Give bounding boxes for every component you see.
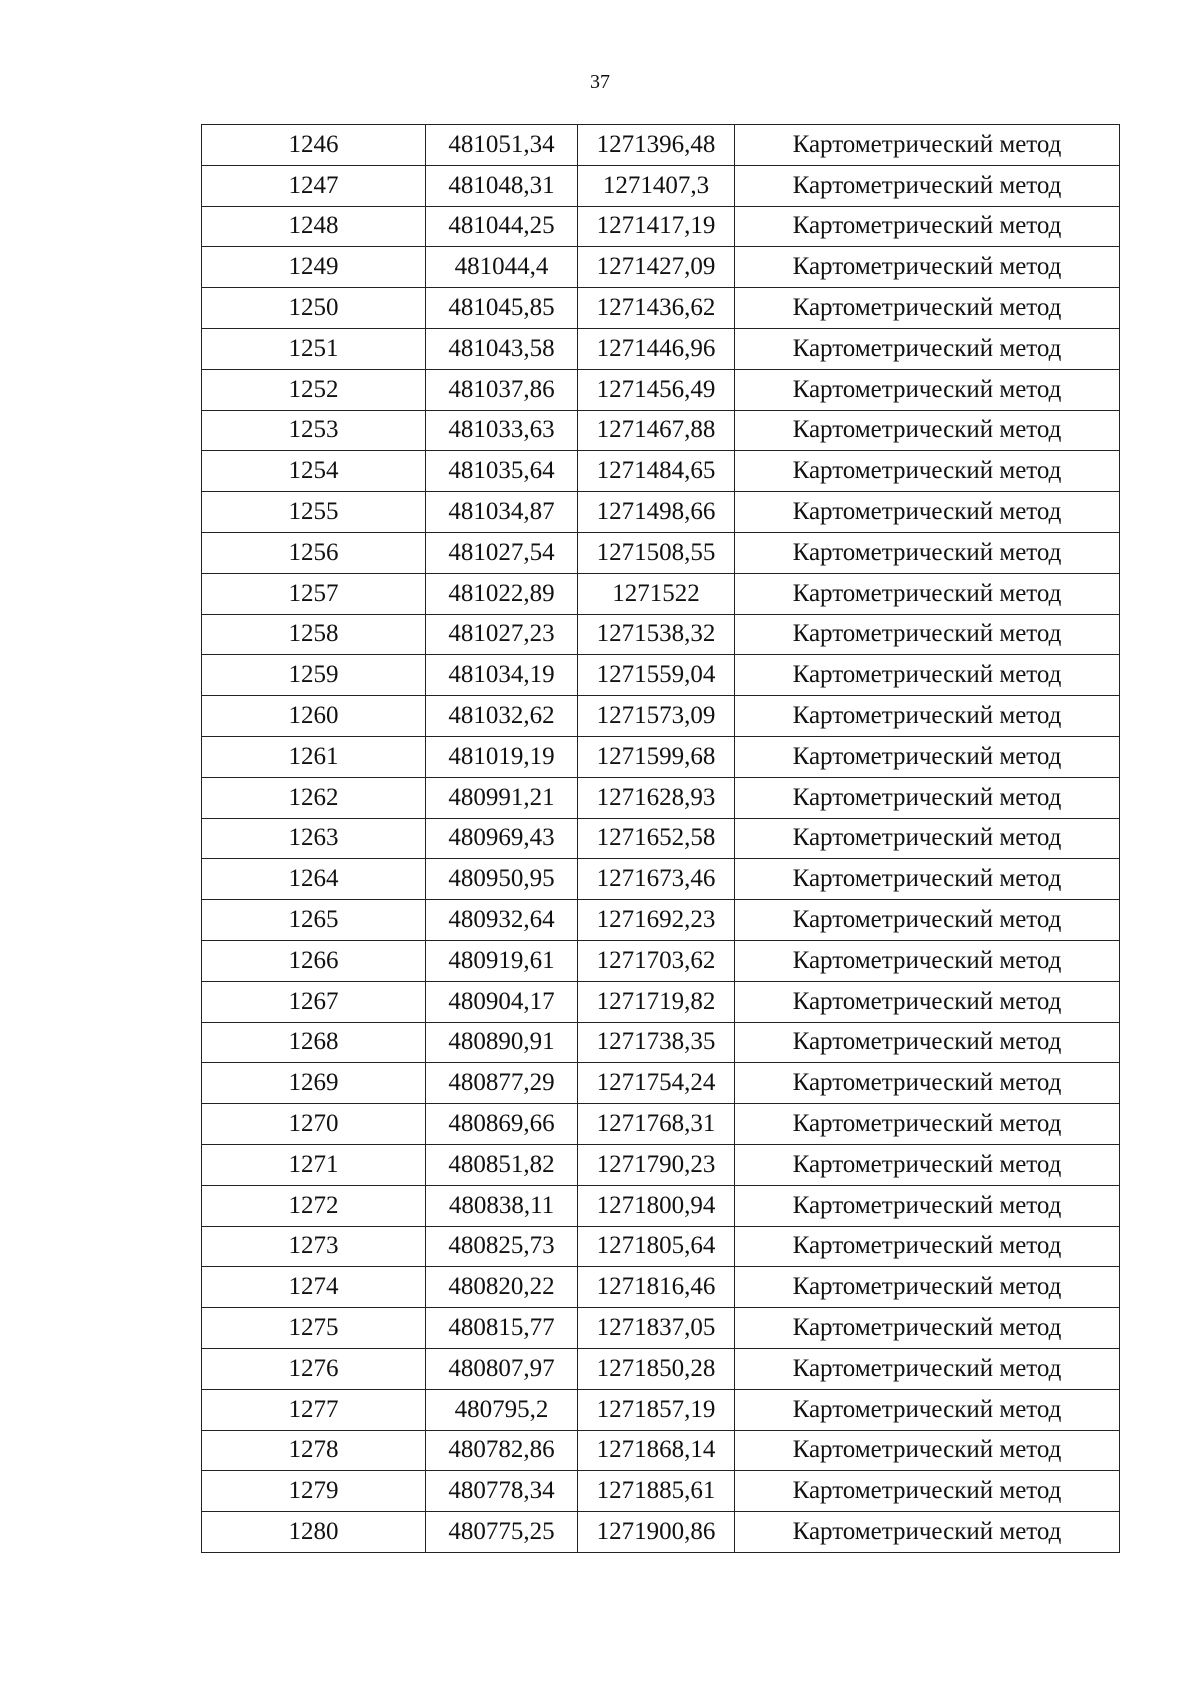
method-cell: Картометрический метод: [735, 981, 1120, 1022]
table-row: [202, 736, 1120, 777]
point-number-cell: 1265: [202, 900, 426, 941]
method-cell: Картометрический метод: [735, 655, 1120, 696]
y-coordinate-cell: 1271446,96: [578, 328, 735, 369]
table-row: [202, 492, 1120, 533]
table-row: [202, 1471, 1120, 1512]
coordinates-table-body: [202, 125, 1120, 1553]
x-coordinate-cell: 480851,82: [426, 1144, 578, 1185]
y-coordinate-cell: 1271719,82: [578, 981, 735, 1022]
method-cell: Картометрический метод: [735, 1471, 1120, 1512]
y-coordinate-cell: 1271837,05: [578, 1308, 735, 1349]
x-coordinate-cell: 480775,25: [426, 1512, 578, 1553]
method-cell: Картометрический метод: [735, 777, 1120, 818]
table-row: [202, 1022, 1120, 1063]
y-coordinate-cell: 1271800,94: [578, 1185, 735, 1226]
method-cell: Картометрический метод: [735, 1104, 1120, 1145]
method-cell: Картометрический метод: [735, 859, 1120, 900]
y-coordinate-cell: 1271467,88: [578, 410, 735, 451]
y-coordinate-cell: 1271805,64: [578, 1226, 735, 1267]
method-cell: Картометрический метод: [735, 1389, 1120, 1430]
point-number-cell: 1268: [202, 1022, 426, 1063]
y-coordinate-cell: 1271498,66: [578, 492, 735, 533]
table-row: [202, 859, 1120, 900]
method-cell: Картометрический метод: [735, 288, 1120, 329]
point-number-cell: 1252: [202, 369, 426, 410]
point-number-cell: 1273: [202, 1226, 426, 1267]
y-coordinate-cell: 1271673,46: [578, 859, 735, 900]
x-coordinate-cell: 481027,23: [426, 614, 578, 655]
table-row: [202, 696, 1120, 737]
method-cell: Картометрический метод: [735, 328, 1120, 369]
method-cell: Картометрический метод: [735, 165, 1120, 206]
point-number-cell: 1257: [202, 573, 426, 614]
table-row: [202, 1144, 1120, 1185]
method-cell: Картометрический метод: [735, 614, 1120, 655]
table-row: [202, 165, 1120, 206]
method-cell: Картометрический метод: [735, 1512, 1120, 1553]
y-coordinate-cell: 1271850,28: [578, 1348, 735, 1389]
y-coordinate-cell: 1271407,3: [578, 165, 735, 206]
method-cell: Картометрический метод: [735, 1430, 1120, 1471]
table-row: [202, 940, 1120, 981]
x-coordinate-cell: 481048,31: [426, 165, 578, 206]
point-number-cell: 1271: [202, 1144, 426, 1185]
y-coordinate-cell: 1271484,65: [578, 451, 735, 492]
table-row: [202, 532, 1120, 573]
point-number-cell: 1254: [202, 451, 426, 492]
method-cell: Картометрический метод: [735, 1267, 1120, 1308]
method-cell: Картометрический метод: [735, 492, 1120, 533]
table-row: [202, 777, 1120, 818]
point-number-cell: 1276: [202, 1348, 426, 1389]
method-cell: Картометрический метод: [735, 1144, 1120, 1185]
table-row: [202, 288, 1120, 329]
point-number-cell: 1255: [202, 492, 426, 533]
method-cell: Картометрический метод: [735, 1226, 1120, 1267]
point-number-cell: 1278: [202, 1430, 426, 1471]
table-row: [202, 818, 1120, 859]
point-number-cell: 1264: [202, 859, 426, 900]
y-coordinate-cell: 1271857,19: [578, 1389, 735, 1430]
y-coordinate-cell: 1271508,55: [578, 532, 735, 573]
point-number-cell: 1266: [202, 940, 426, 981]
x-coordinate-cell: 481027,54: [426, 532, 578, 573]
table-row: [202, 614, 1120, 655]
point-number-cell: 1275: [202, 1308, 426, 1349]
table-row: [202, 1389, 1120, 1430]
x-coordinate-cell: 481051,34: [426, 125, 578, 166]
y-coordinate-cell: 1271738,35: [578, 1022, 735, 1063]
table-row: [202, 328, 1120, 369]
y-coordinate-cell: 1271868,14: [578, 1430, 735, 1471]
x-coordinate-cell: 480950,95: [426, 859, 578, 900]
method-cell: Картометрический метод: [735, 125, 1120, 166]
x-coordinate-cell: 480991,21: [426, 777, 578, 818]
point-number-cell: 1246: [202, 125, 426, 166]
table-row: [202, 1348, 1120, 1389]
y-coordinate-cell: 1271599,68: [578, 736, 735, 777]
y-coordinate-cell: 1271692,23: [578, 900, 735, 941]
point-number-cell: 1253: [202, 410, 426, 451]
table-row: [202, 247, 1120, 288]
point-number-cell: 1259: [202, 655, 426, 696]
x-coordinate-cell: 480778,34: [426, 1471, 578, 1512]
point-number-cell: 1248: [202, 206, 426, 247]
method-cell: Картометрический метод: [735, 369, 1120, 410]
y-coordinate-cell: 1271573,09: [578, 696, 735, 737]
table-row: [202, 206, 1120, 247]
point-number-cell: 1269: [202, 1063, 426, 1104]
x-coordinate-cell: 481045,85: [426, 288, 578, 329]
method-cell: Картометрический метод: [735, 247, 1120, 288]
x-coordinate-cell: 480932,64: [426, 900, 578, 941]
y-coordinate-cell: 1271538,32: [578, 614, 735, 655]
point-number-cell: 1256: [202, 532, 426, 573]
point-number-cell: 1277: [202, 1389, 426, 1430]
method-cell: Картометрический метод: [735, 1348, 1120, 1389]
x-coordinate-cell: 480919,61: [426, 940, 578, 981]
method-cell: Картометрический метод: [735, 900, 1120, 941]
table-row: [202, 1226, 1120, 1267]
x-coordinate-cell: 480969,43: [426, 818, 578, 859]
table-row: [202, 1267, 1120, 1308]
point-number-cell: 1261: [202, 736, 426, 777]
table-row: [202, 1430, 1120, 1471]
table-row: [202, 125, 1120, 166]
y-coordinate-cell: 1271885,61: [578, 1471, 735, 1512]
table-row: [202, 981, 1120, 1022]
y-coordinate-cell: 1271652,58: [578, 818, 735, 859]
x-coordinate-cell: 480838,11: [426, 1185, 578, 1226]
x-coordinate-cell: 480815,77: [426, 1308, 578, 1349]
y-coordinate-cell: 1271396,48: [578, 125, 735, 166]
method-cell: Картометрический метод: [735, 736, 1120, 777]
y-coordinate-cell: 1271436,62: [578, 288, 735, 329]
y-coordinate-cell: 1271522: [578, 573, 735, 614]
x-coordinate-cell: 480869,66: [426, 1104, 578, 1145]
method-cell: Картометрический метод: [735, 1308, 1120, 1349]
y-coordinate-cell: 1271768,31: [578, 1104, 735, 1145]
point-number-cell: 1249: [202, 247, 426, 288]
x-coordinate-cell: 481044,4: [426, 247, 578, 288]
method-cell: Картометрический метод: [735, 451, 1120, 492]
table-row: [202, 1063, 1120, 1104]
method-cell: Картометрический метод: [735, 818, 1120, 859]
table-row: [202, 1104, 1120, 1145]
table-row: [202, 900, 1120, 941]
point-number-cell: 1247: [202, 165, 426, 206]
point-number-cell: 1280: [202, 1512, 426, 1553]
y-coordinate-cell: 1271703,62: [578, 940, 735, 981]
point-number-cell: 1263: [202, 818, 426, 859]
x-coordinate-cell: 481033,63: [426, 410, 578, 451]
table-row: [202, 410, 1120, 451]
point-number-cell: 1260: [202, 696, 426, 737]
point-number-cell: 1272: [202, 1185, 426, 1226]
x-coordinate-cell: 481037,86: [426, 369, 578, 410]
y-coordinate-cell: 1271559,04: [578, 655, 735, 696]
x-coordinate-cell: 480825,73: [426, 1226, 578, 1267]
method-cell: Картометрический метод: [735, 940, 1120, 981]
y-coordinate-cell: 1271628,93: [578, 777, 735, 818]
x-coordinate-cell: 480877,29: [426, 1063, 578, 1104]
x-coordinate-cell: 481035,64: [426, 451, 578, 492]
point-number-cell: 1274: [202, 1267, 426, 1308]
method-cell: Картометрический метод: [735, 206, 1120, 247]
x-coordinate-cell: 481043,58: [426, 328, 578, 369]
x-coordinate-cell: 480820,22: [426, 1267, 578, 1308]
y-coordinate-cell: 1271456,49: [578, 369, 735, 410]
table-row: [202, 573, 1120, 614]
table-row: [202, 1185, 1120, 1226]
point-number-cell: 1267: [202, 981, 426, 1022]
x-coordinate-cell: 480890,91: [426, 1022, 578, 1063]
y-coordinate-cell: 1271790,23: [578, 1144, 735, 1185]
point-number-cell: 1250: [202, 288, 426, 329]
y-coordinate-cell: 1271417,19: [578, 206, 735, 247]
table-row: [202, 1512, 1120, 1553]
table-row: [202, 1308, 1120, 1349]
y-coordinate-cell: 1271754,24: [578, 1063, 735, 1104]
x-coordinate-cell: 481034,19: [426, 655, 578, 696]
y-coordinate-cell: 1271816,46: [578, 1267, 735, 1308]
y-coordinate-cell: 1271900,86: [578, 1512, 735, 1553]
coordinates-table: [201, 124, 1120, 1553]
x-coordinate-cell: 480904,17: [426, 981, 578, 1022]
point-number-cell: 1270: [202, 1104, 426, 1145]
table-row: [202, 655, 1120, 696]
x-coordinate-cell: 481022,89: [426, 573, 578, 614]
point-number-cell: 1251: [202, 328, 426, 369]
point-number-cell: 1258: [202, 614, 426, 655]
method-cell: Картометрический метод: [735, 410, 1120, 451]
x-coordinate-cell: 480807,97: [426, 1348, 578, 1389]
x-coordinate-cell: 480782,86: [426, 1430, 578, 1471]
method-cell: Картометрический метод: [735, 532, 1120, 573]
method-cell: Картометрический метод: [735, 1022, 1120, 1063]
x-coordinate-cell: 481032,62: [426, 696, 578, 737]
method-cell: Картометрический метод: [735, 1185, 1120, 1226]
table-row: [202, 451, 1120, 492]
method-cell: Картометрический метод: [735, 573, 1120, 614]
method-cell: Картометрический метод: [735, 696, 1120, 737]
page-number: 37: [590, 71, 610, 93]
x-coordinate-cell: 481034,87: [426, 492, 578, 533]
x-coordinate-cell: 481019,19: [426, 736, 578, 777]
method-cell: Картометрический метод: [735, 1063, 1120, 1104]
point-number-cell: 1262: [202, 777, 426, 818]
y-coordinate-cell: 1271427,09: [578, 247, 735, 288]
table-row: [202, 369, 1120, 410]
x-coordinate-cell: 481044,25: [426, 206, 578, 247]
x-coordinate-cell: 480795,2: [426, 1389, 578, 1430]
point-number-cell: 1279: [202, 1471, 426, 1512]
